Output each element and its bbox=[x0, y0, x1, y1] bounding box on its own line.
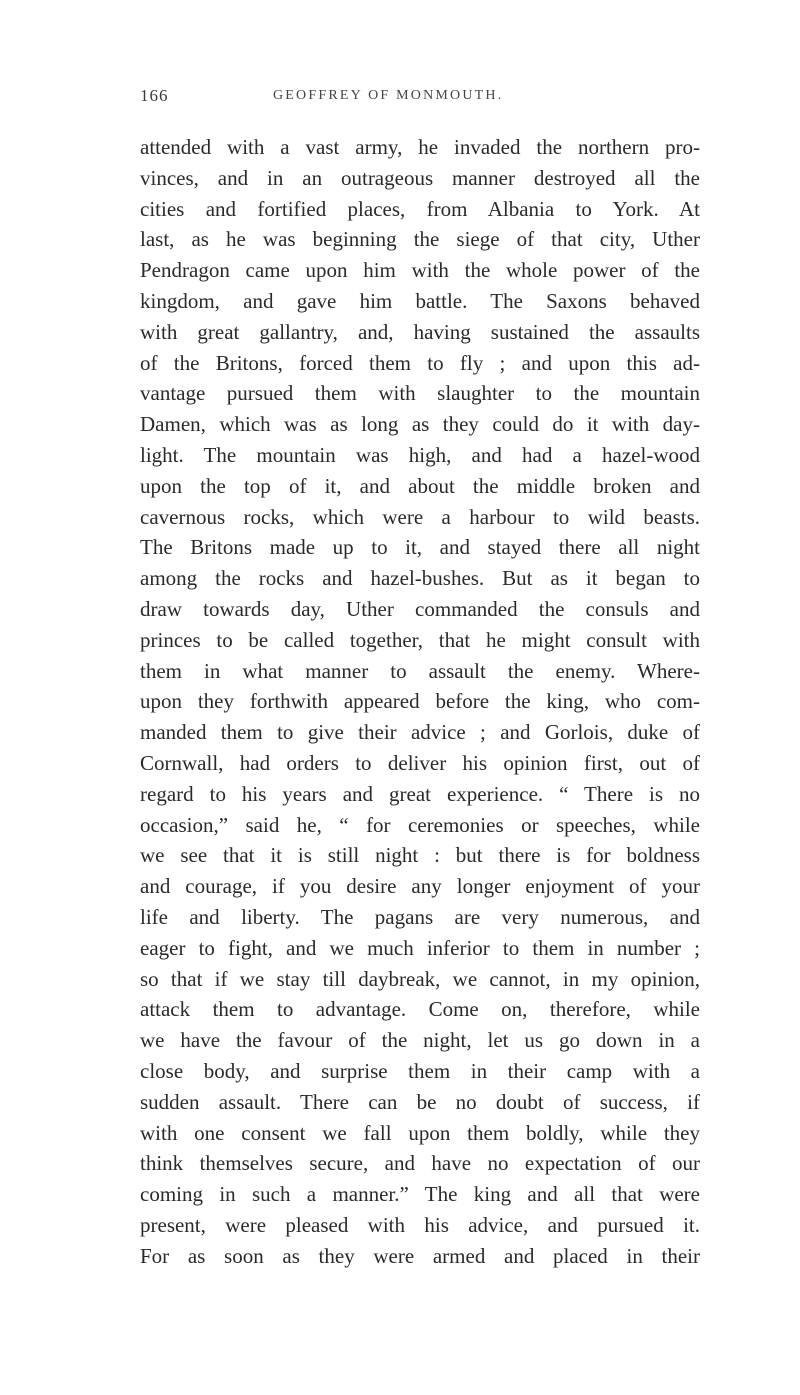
text-line: manded them to give their advice ; and Gorlois, duke of bbox=[140, 720, 700, 745]
text-line: occasion,” said he, “ for ceremonies or speeches, while bbox=[140, 812, 700, 837]
text-line: cavernous rocks, which were a harbour to wild beasts. bbox=[140, 504, 700, 529]
text-line: eager to fight, and we much inferior to them in number ; bbox=[140, 935, 700, 960]
text-line: vantage pursued them with slaughter to the mountain bbox=[140, 381, 700, 406]
text-line: regard to his years and great experience. “ There is no bbox=[140, 781, 700, 806]
text-line: The Britons made up to it, and stayed there all night bbox=[140, 535, 700, 560]
text-line: draw towards day, Uther commanded the consuls and bbox=[140, 596, 700, 621]
text-line: so that if we stay till daybreak, we cannot, in my opinion, bbox=[140, 966, 700, 991]
text-line: with great gallantry, and, having sustained the assaults bbox=[140, 319, 700, 344]
text-line: upon they forthwith appeared before the king, who com- bbox=[140, 689, 700, 714]
text-line: life and liberty. The pagans are very numerous, and bbox=[140, 904, 700, 929]
text-line: sudden assault. There can be no doubt of success, if bbox=[140, 1089, 700, 1114]
text-line: we see that it is still night : but there is for boldness bbox=[140, 843, 700, 868]
text-line: present, were pleased with his advice, and pursued it. bbox=[140, 1212, 700, 1237]
page-number: 166 bbox=[140, 86, 169, 105]
text-line: princes to be called together, that he might consult with bbox=[140, 627, 700, 652]
text-line: attended with a vast army, he invaded the northern pro- bbox=[140, 135, 700, 159]
text-line: among the rocks and hazel-bushes. But as it began to bbox=[140, 566, 700, 591]
text-line: coming in such a manner.” The king and all that were bbox=[140, 1182, 700, 1207]
text-line: Pendragon came upon him with the whole power of the bbox=[140, 258, 700, 283]
text-line: them in what manner to assault the enemy. Where- bbox=[140, 658, 700, 683]
text-line: kingdom, and gave him battle. The Saxons behaved bbox=[140, 288, 700, 313]
text-line: Cornwall, had orders to deliver his opinion first, out of bbox=[140, 750, 700, 775]
text-line: upon the top of it, and about the middle broken and bbox=[140, 473, 700, 498]
text-line: Damen, which was as long as they could do it with day- bbox=[140, 412, 700, 437]
text-line: and courage, if you desire any longer enjoyment of your bbox=[140, 874, 700, 899]
running-title: GEOFFREY OF MONMOUTH. bbox=[273, 88, 504, 103]
body-text bbox=[140, 132, 700, 1271]
text-line: attack them to advantage. Come on, therefore, while bbox=[140, 997, 700, 1022]
text-line: close body, and surprise them in their camp with a bbox=[140, 1058, 700, 1083]
running-head bbox=[140, 86, 700, 110]
text-line: cities and fortified places, from Albania to York. At bbox=[140, 196, 700, 221]
text-line: vinces, and in an outrageous manner destroyed all the bbox=[140, 165, 700, 190]
text-line: light. The mountain was high, and had a hazel-wood bbox=[140, 442, 700, 467]
text-line: with one consent we fall upon them boldly, while they bbox=[140, 1120, 700, 1145]
text-line: we have the favour of the night, let us go down in a bbox=[140, 1028, 700, 1053]
text-line: think themselves secure, and have no expectation of our bbox=[140, 1151, 700, 1176]
text-line: of the Britons, forced them to fly ; and upon this ad- bbox=[140, 350, 700, 375]
text-line: last, as he was beginning the siege of that city, Uther bbox=[140, 227, 700, 252]
text-line: For as soon as they were armed and placed in their bbox=[140, 1243, 700, 1268]
